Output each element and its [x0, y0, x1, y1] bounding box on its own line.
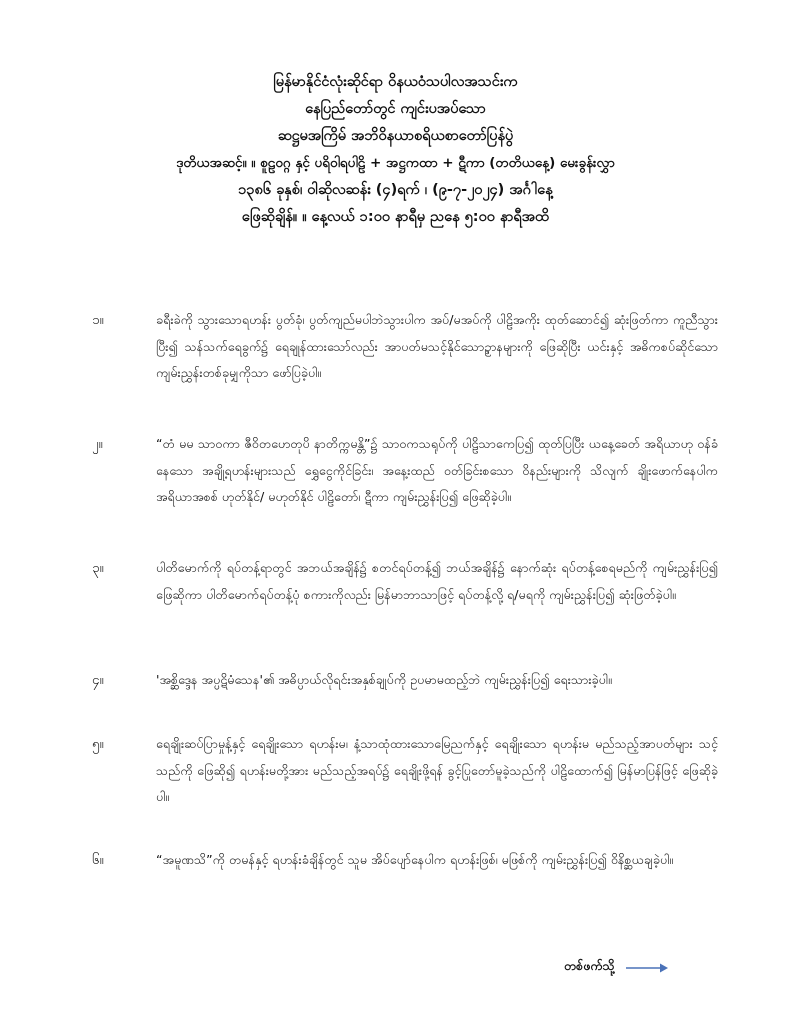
document-header: [0, 72, 791, 234]
question-number: ၂။: [92, 436, 103, 452]
header-organization: မြန်မာနိုင်ငံလုံးဆိုင်ရာ ဝိနယဝံသပါလအသင်းက: [273, 74, 518, 90]
question-number: ၅။: [92, 736, 104, 752]
question-number: ၄။: [92, 672, 104, 688]
header-date: ၁၃၈၆ ခုနှစ်၊ ဝါဆိုလဆန်း (၄)ရက် ၊ (၉-၇-၂၀၂၄) အင်္ဂါနေ့: [238, 182, 553, 198]
header-venue: နေပြည်တော်တွင် ကျင်းပအပ်သော: [305, 101, 486, 117]
question-text: “တံ မမ သာဝကာ ဇီဝိတဟေတုပိ နာတိက္ကမန္တိ”၌ သာဝကသရုပ်ကို ပါဠိသာကေပြ၍ ထုတ်ပြပြီး ယနေ့ခေတ် အရိယာဟု ဝန်ခံနေသော အချို့ရဟန်းများသည် ရွှေငွေကိုင်ခြင်း၊ အနေ့းထည် ဝတ်ခြင်းစသော ဝိနည်းများကို သိလျက် ချိုးဖောက်နေပါက အရိယာအစစ် ဟုတ်နိုင်/ မဟုတ်နိုင် ပါဠိတော်၊ ဋီကာ ကျမ်းညွှန်းပြ၍ ဖြေဆိုခဲ့ပါ။: [156, 436, 718, 504]
arrow-head: [660, 963, 668, 972]
question-item: [88, 667, 718, 731]
header-exam-level: ဒုတိယအဆင့်။ ။ စူဠဝဂ္ဂ နှင့် ပရိဝါရပါဠိ + အဋ္ဌကထာ + ဋီကာ (တတိယနေ့) မေးခွန်းလွှာ: [176, 155, 615, 171]
question-text: “အမူဏသိ”ကို တမန်နှင့် ရဟန်းခံချိန်တွင် သူမ အိပ်ပျော်နေပါက ရဟန်းဖြစ်၊ မဖြစ်ကို ကျမ်းညွှန်းပြ၍ ဝိနိစ္ဆယချခဲ့ပါ။: [156, 852, 674, 867]
question-text: ပါတိမောက်ကို ရပ်တန့်ရာတွင် အဘယ်အချိန်၌ စတင်ရပ်တန့်၍ ဘယ်အချိန်၌ နောက်ဆုံး ရပ်တန့်စေရမည်ကို ကျမ်းညွှန်းပြ၍ ဖြေဆိုကာ ပါတိမောက်ရပ်တန့်ပုံ စကားကိုလည်း မြန်မာဘာသာဖြင့် ရပ်တန့်လို့ ရ/မရကို ကျမ်းညွှန်းပြ၍ ဆုံးဖြတ်ခဲ့ပါ။: [156, 560, 718, 602]
question-text: 'အစ္ဆိဒ္ဒေန အပ္ပဋိမံသေန'၏ အဓိပ္ပာယ်လိုရင်းအနှစ်ချုပ်ကို ဥပမာမထည့်ဘဲ ကျမ်းညွှန်းပြ၍ ရေးသားခဲ့ပါ။: [156, 672, 612, 687]
question-text: ရေချိုးဆပ်ပြာမှုန့်နှင့် ရေချိုးသော ရဟန်းမ၊ နံ့သာထုံထားသောမြေညက်နှင့် ရေချိုးသော ရဟန်းမ မည်သည့်အာပတ်များ သင့်သည်ကို ဖြေဆို၍ ရဟန်းမတို့အား မည်သည့်အရပ်၌ ရေချိုးဖို့ရန် ခွင့်ပြုတော်မူခဲ့သည်ကို ပါဠိထောက်၍ မြန်မာပြန်ဖြင့် ဖြေဆိုခဲ့ပါ။: [156, 736, 718, 804]
question-item: [88, 307, 718, 431]
arrow-right-icon: [625, 962, 669, 974]
question-number: ၃။: [92, 560, 104, 576]
question-item: [88, 431, 718, 555]
question-item: [88, 555, 718, 667]
header-exam-title: ဆဋ္ဌမအကြိမ် အဘိဝိနယာစရိယစာတော်ပြန်ပွဲ: [277, 128, 514, 144]
question-number: ၁။: [92, 312, 104, 328]
next-page-label: တစ်ဖက်သို့: [564, 958, 615, 973]
question-item: [88, 731, 718, 847]
question-text: ခရီးခဲကို သွားသောရဟန်း ပွတ်ခုံ၊ ပွတ်ကျည်မပါဘဲသွားပါက အပ်/မအပ်ကို ပါဠိအကိုး ထုတ်ဆောင်၍ ဆုံးဖြတ်ကာ ကူညီသွားပြီး၍ သန်သက်ရေခွက်၌ ရေချုန်ထားသော်လည်း အာပတ်မသင့်နိုင်သောဥ္ဒာနများကို ဖြေဆိုပြီး ယင်းနှင့် အဓိကစပ်ဆိုင်သော ကျမ်းညွှန်းတစ်ခုမျှကိုသာ ဖော်ပြခဲ့ပါ။: [156, 312, 718, 380]
question-list: [88, 307, 718, 927]
question-number: ၆။: [92, 852, 104, 868]
next-page-indicator: [564, 958, 669, 977]
question-item: [88, 847, 718, 927]
header-time: ဖြေဆိုချိန်။ ။ နေ့လယ် ၁:၀၀ နာရီမှ ညနေ ၅:၀၀ နာရီအထိ: [241, 209, 550, 225]
